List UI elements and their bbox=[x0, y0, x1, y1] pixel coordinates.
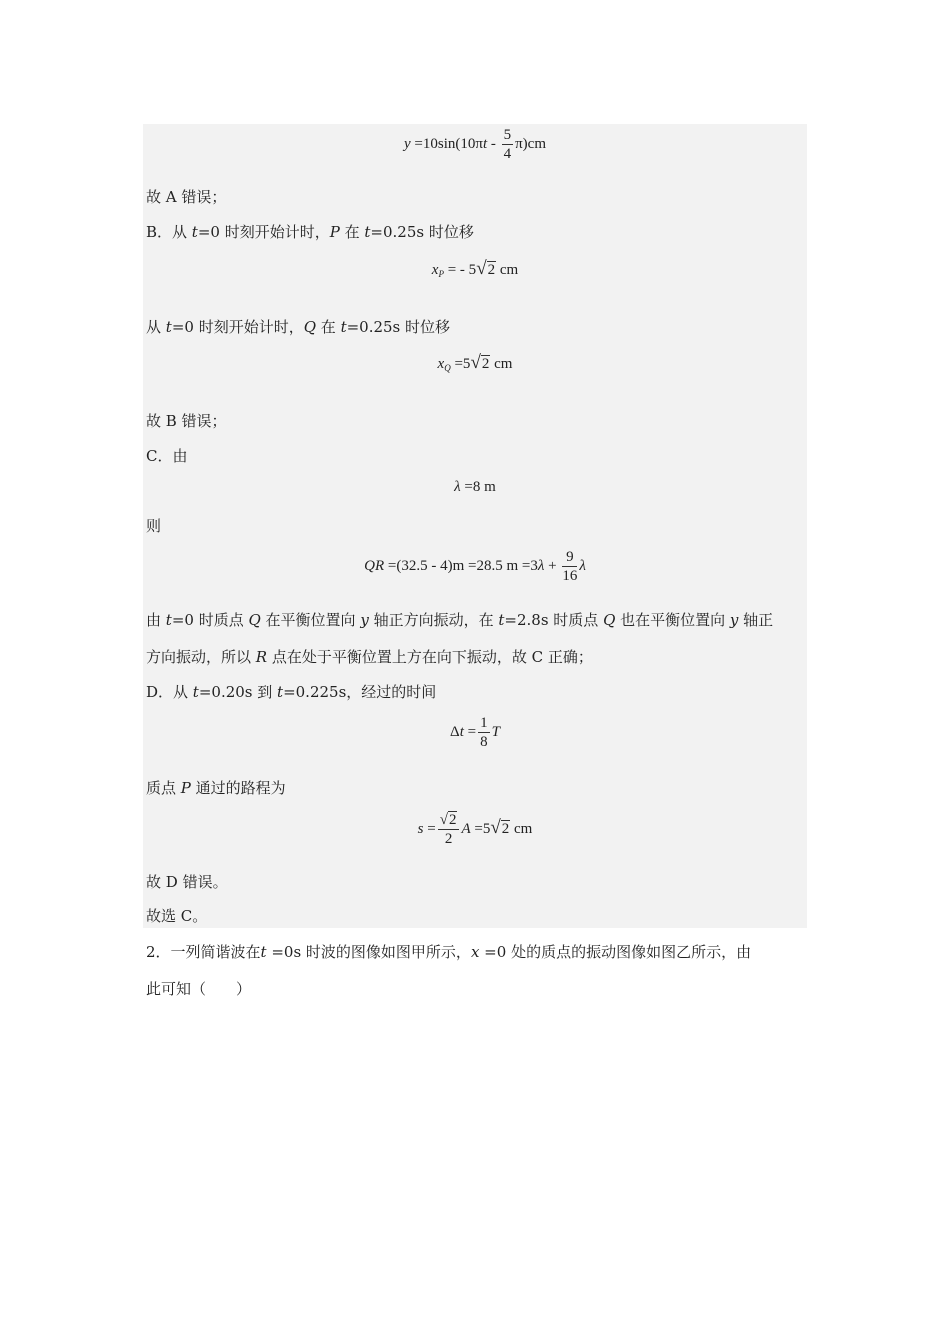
var-t: t bbox=[340, 318, 347, 336]
text: =0.20s 到 bbox=[198, 683, 278, 701]
eq-text: =5 bbox=[470, 820, 491, 837]
var-t: t bbox=[277, 683, 284, 701]
var-q: Q bbox=[603, 611, 616, 629]
answer-line: 故选 C。 bbox=[146, 907, 208, 925]
var-q: Q bbox=[248, 611, 261, 629]
var-x: x bbox=[470, 943, 480, 961]
subscript: P bbox=[438, 269, 444, 279]
text: 由 bbox=[146, 611, 166, 629]
var-t: t bbox=[459, 723, 464, 740]
paren-expr: (32.5 - 4) bbox=[396, 557, 453, 574]
text: B．从 bbox=[146, 223, 192, 241]
eq-text: = bbox=[384, 557, 397, 574]
ze-line: 则 bbox=[146, 517, 162, 535]
text: =0s bbox=[266, 943, 302, 961]
text: 方向振动，所以 bbox=[146, 648, 256, 666]
text: 在 bbox=[316, 318, 341, 336]
fraction-5-4 bbox=[502, 126, 514, 163]
c-line: C．由 bbox=[146, 447, 188, 465]
eq-text: = bbox=[423, 820, 436, 837]
var-lambda: λ bbox=[454, 479, 461, 495]
var-t: t bbox=[191, 223, 198, 241]
text: =2.8s 时质点 bbox=[504, 611, 604, 629]
plus: + bbox=[544, 557, 561, 574]
eq-text: = bbox=[463, 723, 477, 740]
text: 也在平衡位置向 bbox=[615, 611, 730, 629]
equation-c2 bbox=[143, 548, 807, 585]
b-conclusion: 故 B 错误； bbox=[146, 412, 227, 430]
text: =0 时刻开始计时， bbox=[171, 318, 304, 336]
sqrt-icon: √ bbox=[476, 258, 487, 279]
unit: cm bbox=[490, 356, 513, 372]
b-line bbox=[146, 223, 474, 241]
radicand: 2 bbox=[501, 820, 510, 837]
text: =0.25s 时位移 bbox=[346, 318, 451, 336]
text: 通过的路程为 bbox=[190, 779, 286, 797]
c-text-2 bbox=[146, 648, 593, 666]
var-t: t bbox=[482, 135, 488, 152]
var-a: A bbox=[461, 820, 471, 837]
sqrt-icon: √ bbox=[490, 816, 501, 838]
text: 2．一列简谐波在 bbox=[146, 943, 261, 961]
var-x: x bbox=[437, 356, 445, 372]
eq-text: =5 bbox=[450, 356, 471, 372]
var-y: y bbox=[360, 611, 369, 629]
text: 轴正方向振动，在 bbox=[368, 611, 499, 629]
a-conclusion: 故 A 错误； bbox=[146, 188, 227, 206]
numerator: 9 bbox=[562, 548, 577, 567]
fraction-sqrt2-2 bbox=[438, 811, 460, 848]
text: 轴正 bbox=[738, 611, 774, 629]
var-y: y bbox=[729, 611, 739, 629]
denominator: 4 bbox=[503, 146, 512, 162]
text: =0 时质点 bbox=[171, 611, 249, 629]
eq-text: =8 m bbox=[460, 479, 496, 495]
equation-b2 bbox=[143, 352, 807, 374]
denominator: 8 bbox=[480, 734, 488, 750]
var-lambda: λ bbox=[537, 557, 545, 574]
delta: Δ bbox=[450, 723, 460, 740]
var-s: s bbox=[417, 820, 424, 837]
var-t: t bbox=[364, 223, 371, 241]
eq-text: = - 5 bbox=[443, 262, 477, 278]
text: =0.25s 时位移 bbox=[370, 223, 474, 241]
text: 在平衡位置向 bbox=[260, 611, 361, 629]
eq-text: =10sin(10π bbox=[410, 135, 483, 152]
denominator: 2 bbox=[444, 831, 453, 847]
var-t: t bbox=[165, 611, 172, 629]
text: 点在处于平衡位置上方在向下振动，故 C 正确； bbox=[267, 648, 593, 666]
minus: - bbox=[487, 135, 500, 152]
text: 质点 bbox=[146, 779, 181, 797]
equation-c1 bbox=[143, 479, 807, 496]
unit: cm bbox=[510, 820, 533, 837]
radicand: 2 bbox=[481, 356, 490, 372]
text: D．从 bbox=[146, 683, 193, 701]
var-x: x bbox=[431, 262, 439, 278]
unit: cm bbox=[496, 262, 519, 278]
numerator bbox=[438, 811, 460, 830]
fraction-9-16 bbox=[562, 548, 577, 585]
var-t: t bbox=[165, 318, 172, 336]
var-p: P bbox=[329, 223, 340, 241]
var-T: T bbox=[491, 723, 500, 740]
d-conclusion: 故 D 错误。 bbox=[146, 873, 228, 891]
q-line bbox=[146, 318, 450, 336]
equation-d1 bbox=[143, 714, 807, 751]
equation-b1 bbox=[143, 258, 807, 280]
text: 时波的图像如图甲所示， bbox=[301, 943, 471, 961]
text: =0.225s，经过的时间 bbox=[283, 683, 437, 701]
d-text bbox=[146, 779, 286, 797]
var-t: t bbox=[260, 943, 267, 961]
solution-background bbox=[143, 124, 807, 928]
text: 处的质点的振动图像如图乙所示，由 bbox=[506, 943, 752, 961]
question-2-line-2: 此可知（ ） bbox=[146, 980, 252, 998]
var-q: Q bbox=[303, 318, 317, 336]
text: 在 bbox=[339, 223, 365, 241]
fraction-1-8 bbox=[478, 714, 490, 751]
var-lambda: λ bbox=[579, 557, 586, 574]
c-text-1 bbox=[146, 611, 773, 629]
numerator: 1 bbox=[480, 715, 488, 731]
text: 从 bbox=[146, 318, 166, 336]
eq-tail: π)cm bbox=[515, 135, 547, 152]
radicand: 2 bbox=[448, 812, 457, 828]
var-t: t bbox=[192, 683, 199, 701]
question-2-line-1 bbox=[146, 943, 751, 961]
d-line bbox=[146, 683, 436, 701]
var-p: P bbox=[180, 779, 191, 797]
var-r: R bbox=[255, 648, 268, 666]
var-qr: QR bbox=[364, 557, 385, 574]
eq-text: m =28.5 m =3 bbox=[452, 557, 538, 574]
sqrt-icon: √ bbox=[470, 352, 481, 373]
numerator: 5 bbox=[503, 127, 512, 143]
radicand: 2 bbox=[487, 262, 496, 278]
subscript: Q bbox=[444, 363, 451, 373]
sqrt-icon: √ bbox=[439, 812, 448, 828]
text: =0 时刻开始计时， bbox=[197, 223, 330, 241]
var-t: t bbox=[498, 611, 505, 629]
var-y: y bbox=[403, 135, 411, 152]
equation-d2 bbox=[143, 811, 807, 848]
text: =0 bbox=[479, 943, 507, 961]
denominator: 16 bbox=[562, 568, 578, 584]
equation-a bbox=[143, 126, 807, 163]
